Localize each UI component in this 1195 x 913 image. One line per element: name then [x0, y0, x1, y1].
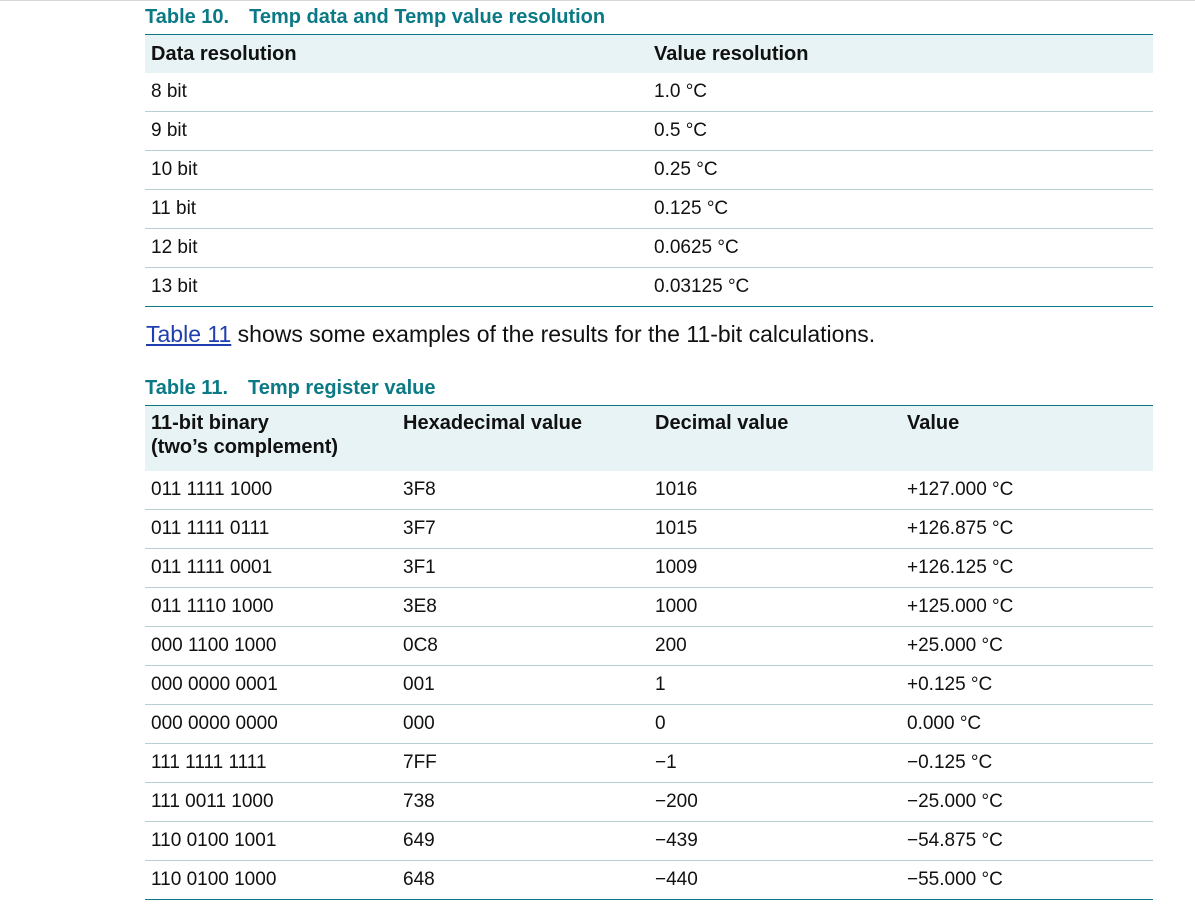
table-cell: 649: [403, 830, 435, 851]
table-cell: 13 bit: [151, 276, 198, 297]
table-cell: 111 1111 1111: [151, 752, 267, 773]
table-row: [145, 783, 1153, 822]
table-cell: 11 bit: [151, 198, 197, 219]
table-cell: 011 1111 0001: [151, 557, 273, 578]
table-cell: 1015: [655, 518, 698, 539]
table-cell: 011 1111 0111: [151, 518, 270, 539]
table-row: [145, 744, 1153, 783]
table-cell: 000 0000 0000: [151, 713, 278, 734]
table-cell: 0.5 °C: [654, 120, 708, 141]
table-cell: −55.000 °C: [907, 869, 1003, 890]
table-cell: 200: [655, 635, 687, 656]
table-cell: −440: [655, 869, 698, 890]
table-cell: 0C8: [403, 635, 438, 656]
table-cell: 011 1111 1000: [151, 479, 273, 500]
table-row: [145, 705, 1153, 744]
table-cell: 738: [403, 791, 435, 812]
table-cell: +127.000 °C: [907, 479, 1014, 500]
body-paragraph: [146, 321, 875, 348]
table-10-caption-title: Temp data and Temp value resolution: [249, 6, 606, 28]
table-row: [145, 666, 1153, 705]
table-cell: −0.125 °C: [907, 752, 993, 773]
table-cell: 111 0011 1000: [151, 791, 274, 812]
table-cell: −1: [655, 752, 677, 773]
table-cell: +126.875 °C: [907, 518, 1014, 539]
table-10-caption: [145, 4, 1153, 34]
table-cell: +0.125 °C: [907, 674, 993, 695]
table-10-header-row: [145, 34, 1153, 73]
table-cell: 3F1: [403, 557, 436, 578]
table-11-caption: [145, 375, 1153, 405]
table-row: [145, 73, 1153, 112]
table-cell: 011 1110 1000: [151, 596, 274, 617]
table-cell: −200: [655, 791, 698, 812]
table-cell: 1000: [655, 596, 698, 617]
table-cell: 0.000 °C: [907, 713, 982, 734]
table-row: [145, 627, 1153, 666]
table-cell: 000 0000 0001: [151, 674, 278, 695]
table-cell: 1: [655, 674, 666, 695]
paragraph-text: shows some examples of the results for the 11-bit calculations.: [231, 321, 876, 347]
table-11-link[interactable]: Table 11: [146, 321, 232, 347]
table-cell: 001: [403, 674, 435, 695]
table-row: [145, 229, 1153, 268]
table-cell: −439: [655, 830, 698, 851]
table-cell: +25.000 °C: [907, 635, 1003, 656]
table-11-caption-title: Temp register value: [248, 377, 436, 399]
table-cell: 10 bit: [151, 159, 198, 180]
table-10-caption-label: Table 10.: [145, 6, 230, 28]
table-11-header-value: Value: [907, 412, 960, 434]
table-cell: 0.125 °C: [654, 198, 729, 219]
table-cell: 3F7: [403, 518, 436, 539]
table-cell: 8 bit: [151, 81, 187, 102]
table-11-header-row: [145, 405, 1153, 471]
table-cell: 3E8: [403, 596, 437, 617]
header-binary-line1: 11-bit binary: [151, 412, 269, 434]
table-cell: 1016: [655, 479, 698, 500]
table-cell: 12 bit: [151, 237, 198, 258]
table-row: [145, 510, 1153, 549]
table-10-header-value-resolution: Value resolution: [654, 42, 809, 65]
table-cell: 000 1100 1000: [151, 635, 277, 656]
table-cell: 0.0625 °C: [654, 237, 739, 258]
table-row: [145, 151, 1153, 190]
table-cell: +125.000 °C: [907, 596, 1014, 617]
table-10: [145, 4, 1153, 307]
table-cell: −54.875 °C: [907, 830, 1003, 851]
table-row: [145, 112, 1153, 151]
table-row: [145, 190, 1153, 229]
table-11-caption-label: Table 11.: [145, 377, 229, 399]
table-11: [145, 375, 1153, 900]
table-cell: 0.25 °C: [654, 159, 718, 180]
table-cell: −25.000 °C: [907, 791, 1003, 812]
table-cell: 3F8: [403, 479, 436, 500]
table-cell: 110 0100 1000: [151, 869, 277, 890]
table-row: [145, 471, 1153, 510]
table-cell: 9 bit: [151, 120, 187, 141]
table-10-header-data-resolution: Data resolution: [151, 42, 297, 65]
table-cell: 110 0100 1001: [151, 830, 277, 851]
table-row: [145, 588, 1153, 627]
table-cell: 1.0 °C: [654, 81, 708, 102]
table-11-header-decimal: Decimal value: [655, 412, 789, 434]
table-cell: 0.03125 °C: [654, 276, 750, 297]
table-cell: 648: [403, 869, 435, 890]
table-cell: 0: [655, 713, 666, 734]
table-cell: 7FF: [403, 752, 437, 773]
table-row: [145, 822, 1153, 861]
table-row: [145, 861, 1153, 900]
header-binary-line2: (two’s complement): [151, 436, 339, 458]
table-11-header-binary: [145, 411, 397, 459]
table-row: [145, 549, 1153, 588]
table-cell: 1009: [655, 557, 698, 578]
table-row: [145, 268, 1153, 307]
table-cell: +126.125 °C: [907, 557, 1014, 578]
table-cell: 000: [403, 713, 435, 734]
table-11-header-hex: Hexadecimal value: [403, 412, 582, 434]
